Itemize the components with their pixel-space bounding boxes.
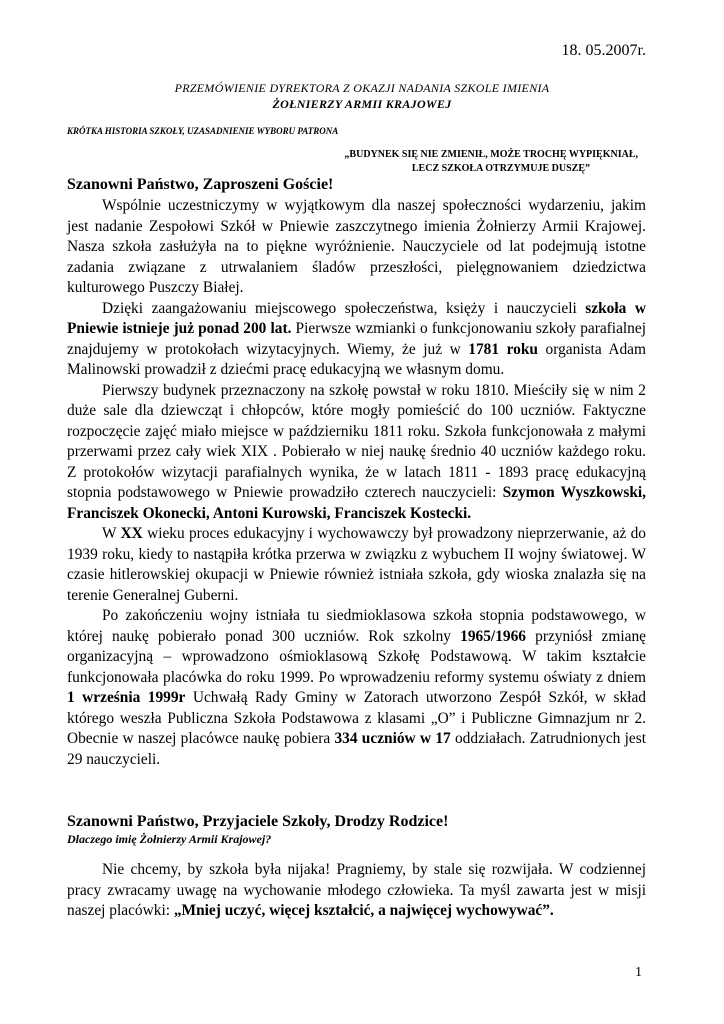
paragraph-origins: Dzięki zaangażowaniu miejscowego społeczeństwa, księży i nauczycieli szkoła w Pniewie istnieje już ponad 200 lat. Pierwsze wzmianki o funkcjonowaniu szkoły parafialnej znajdujemy w protokołach wizytacyjnych. Wiemy, że już w 1781 roku organista Adam Malinowski prowadził z dziećmi pracę edukacyjną we własnym domu.	[67, 299, 647, 378]
history-body	[67, 196, 646, 770]
motto-line-1: „BUDYNEK SIĘ NIE ZMIENIŁ, MOŻE TROCHĘ WYPIĘKNIAŁ,	[344, 149, 638, 160]
paragraph-intro: Wspólnie uczestniczymy w wyjątkowym dla naszej społeczności wydarzeniu, jakim jest nadanie Zespołowi Szkół w Pniewie zaszczytnego imienia Żołnierzy Armii Krajowej. Nasza szkoła zasłużyła na to piękne wyróżnienie. Nauczyciele od lat podejmują istotne zadania związane z utrwalaniem śladów przeszłości, pielęgnowaniem dziedzictwa kulturowego Puszczy Białej.	[67, 197, 646, 296]
paragraph-mission: Nie chcemy, by szkoła była nijaka! Pragniemy, by stale się rozwijała. W codziennej pracy zwracamy uwagę na wychowanie młodego człowieka. Ta myśl zawarta jest w misji naszej placówki: „Mniej uczyć, więcej kształcić, a najwięcej wychowywać”.	[67, 861, 646, 919]
page-number: 1	[635, 965, 642, 980]
paragraph-first-building: Pierwszy budynek przeznaczony na szkołę powstał w roku 1810. Mieściły się w nim 2 duże sale dla dziewcząt i chłopców, które mogły pomieścić do 100 uczniów. Faktyczne rozpoczęcie zajęć miało miejsce w październiku 1811 roku. Szkoła funkcjonowała z małymi przerwami przez cały wiek XIX . Pobierało w niej naukę średnio 40 uczniów każdego roku. Z protokołów wizytacji parafialnych wynika, że w latach 1811 - 1893 pracę edukacyjną stopnia podstawowego w Pniewie prowadziło czterech nauczycieli: Szymon Wyszkowski, Franciszek Okonecki, Antoni Kurowski, Franciszek Kostecki.	[67, 381, 646, 522]
speech-title-line-2: ŻOŁNIERZY ARMII KRAJOWEJ	[272, 97, 452, 111]
document-date: 18. 05.2007r.	[561, 42, 646, 59]
greeting-guests: Szanowni Państwo, Zaproszeni Goście!	[67, 176, 334, 193]
speech-subheading: KRÓTKA HISTORIA SZKOŁY, UZASADNIENIE WYBORU PATRONA	[67, 126, 339, 136]
greeting-friends-parents: Szanowni Państwo, Przyjaciele Szkoły, Drodzy Rodzice!	[67, 813, 449, 830]
paragraph-twentieth-century: W XX wieku proces edukacyjny i wychowawczy był prowadzony nieprzerwanie, aż do 1939 roku, kiedy to nastąpiła krótka przerwa w związku z wybuchem II wojny światowej. W czasie hitlerowskiej okupacji w Pniewie również istniała szkoła, gdy wioska znalazła się na terenie Generalnej Guberni.	[67, 525, 646, 604]
speech-title	[60, 80, 664, 112]
paragraph-post-war: Po zakończeniu wojny istniała tu siedmioklasowa szkoła stopnia podstawowego, w której naukę pobierało ponad 300 uczniów. Rok szkolny 1965/1966 przyniósł zmianę organizacyjną – wprowadzono ośmioklasową Szkołę Podstawową. W takim kształcie funkcjonowała placówka do roku 1999. Po wprowadzeniu reformy systemu oświaty z dniem 1 września 1999r Uchwałą Rady Gminy w Zatorach utworzono Zespół Szkół, w skład którego weszła Publiczna Szkoła Podstawowa z klasami „O” i Publiczne Gimnazjum nr 2. Obecnie w naszej placówce naukę pobiera 334 uczniów w 17 oddziałach. Zatrudnionych jest 29 nauczycieli.	[67, 607, 647, 768]
motto-quote	[344, 148, 638, 176]
motto-line-2: LECZ SZKOŁA OTRZYMUJE DUSZĘ”	[411, 163, 590, 174]
patron-body	[67, 860, 646, 922]
speech-title-line-1: PRZEMÓWIENIE DYREKTORA Z OKAZJI NADANIA SZKOLE IMIENIA	[174, 81, 550, 95]
patron-question: Dlaczego imię Żołnierzy Armii Krajowej?	[67, 832, 272, 846]
